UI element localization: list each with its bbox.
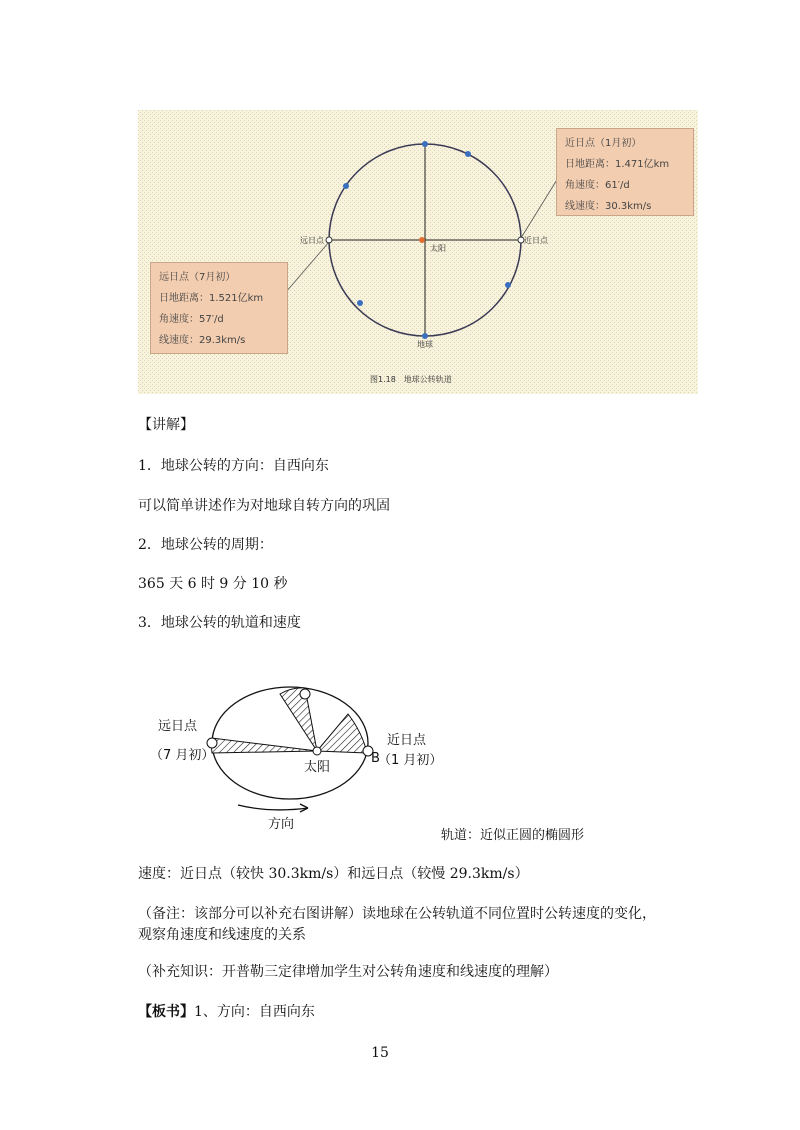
item-1-direction: 1．地球公转的方向：自西向东	[138, 458, 329, 474]
item-1-note: 可以简单讲述作为对地球自转方向的巩固	[138, 498, 390, 514]
swept-area-left	[212, 738, 318, 753]
orbit-arrow-marker	[505, 282, 511, 288]
earth-aphelion-dot	[207, 738, 217, 748]
earth-bottom-label: 地球	[417, 340, 433, 349]
bottom-earth-marker	[422, 333, 428, 339]
aphelion-point-label: 远日点	[300, 236, 324, 245]
swept-area-right	[317, 714, 367, 753]
aphelion-date-text: （7 月初）	[150, 748, 215, 763]
perihelion-title: 近日点（1月初）	[565, 138, 642, 149]
perihelion-point-label: 近日点	[524, 236, 548, 245]
sun-label: 太阳	[430, 244, 446, 253]
direction-arrow	[238, 805, 308, 810]
lecture-heading: 【讲解】	[138, 417, 194, 433]
direction-text: 方向	[268, 817, 295, 830]
item-2-period: 2．地球公转的周期：	[138, 537, 273, 553]
point-b-label: B	[371, 751, 380, 766]
item-2-value: 365 天 6 时 9 分 10 秒	[138, 576, 288, 592]
aphelion-info-box	[150, 262, 288, 354]
sun-marker	[419, 237, 425, 243]
aphelion-linear-speed: 线速度：29.3km/s	[159, 335, 246, 346]
board-label: 【板书】	[138, 1004, 194, 1020]
top-earth-marker	[422, 141, 428, 147]
note-2: （补充知识：开普勒三定律增加学生对公转角速度和线速度的理解）	[138, 964, 558, 980]
speed-line: 速度：近日点（较快 30.3km/s）和远日点（较慢 29.3km/s）	[138, 866, 529, 882]
note-1: （备注：该部分可以补充右图讲解）读地球在公转轨道不同位置时公转速度的变化，观察角速度和线速度的关系	[138, 906, 656, 943]
board-line	[138, 1002, 315, 1022]
orbit-caption: 轨道：近似正圆的椭圆形	[441, 828, 585, 843]
board-text: 1、方向：自西向东	[194, 1004, 315, 1020]
perihelion-angular-speed: 角速度：61′/d	[565, 180, 630, 191]
earth-orbit-figure	[138, 110, 698, 394]
swept-area-top	[280, 688, 317, 751]
aphelion-title: 远日点（7月初）	[159, 272, 236, 283]
ellipse-orbit-diagram	[150, 680, 450, 830]
perihelion-distance: 日地距离：1.471亿km	[565, 159, 670, 170]
item-3-orbit-speed: 3．地球公转的轨道和速度	[138, 615, 301, 631]
sun-text: 太阳	[304, 760, 331, 775]
orbit-arrow-marker	[343, 183, 349, 189]
perihelion-text: 近日点	[387, 733, 427, 748]
perihelion-date-text: （1 月初）	[378, 753, 443, 768]
orbit-arrow-marker	[357, 300, 363, 306]
aphelion-angular-speed: 角速度：57′/d	[159, 314, 224, 325]
ellipse-orbit-figure	[150, 680, 450, 830]
perihelion-info-box	[556, 128, 694, 216]
perihelion-linear-speed: 线速度：30.3km/s	[565, 201, 652, 212]
earth-top-dot	[300, 689, 310, 699]
page-number: 15	[371, 1045, 389, 1061]
aphelion-distance: 日地距离：1.521亿km	[159, 293, 264, 304]
sun-dot	[313, 747, 321, 755]
figure-caption: 图1.18 地球公转轨道	[370, 375, 452, 384]
aphelion-text: 远日点	[158, 719, 198, 734]
orbit-arrow-marker	[465, 151, 471, 157]
